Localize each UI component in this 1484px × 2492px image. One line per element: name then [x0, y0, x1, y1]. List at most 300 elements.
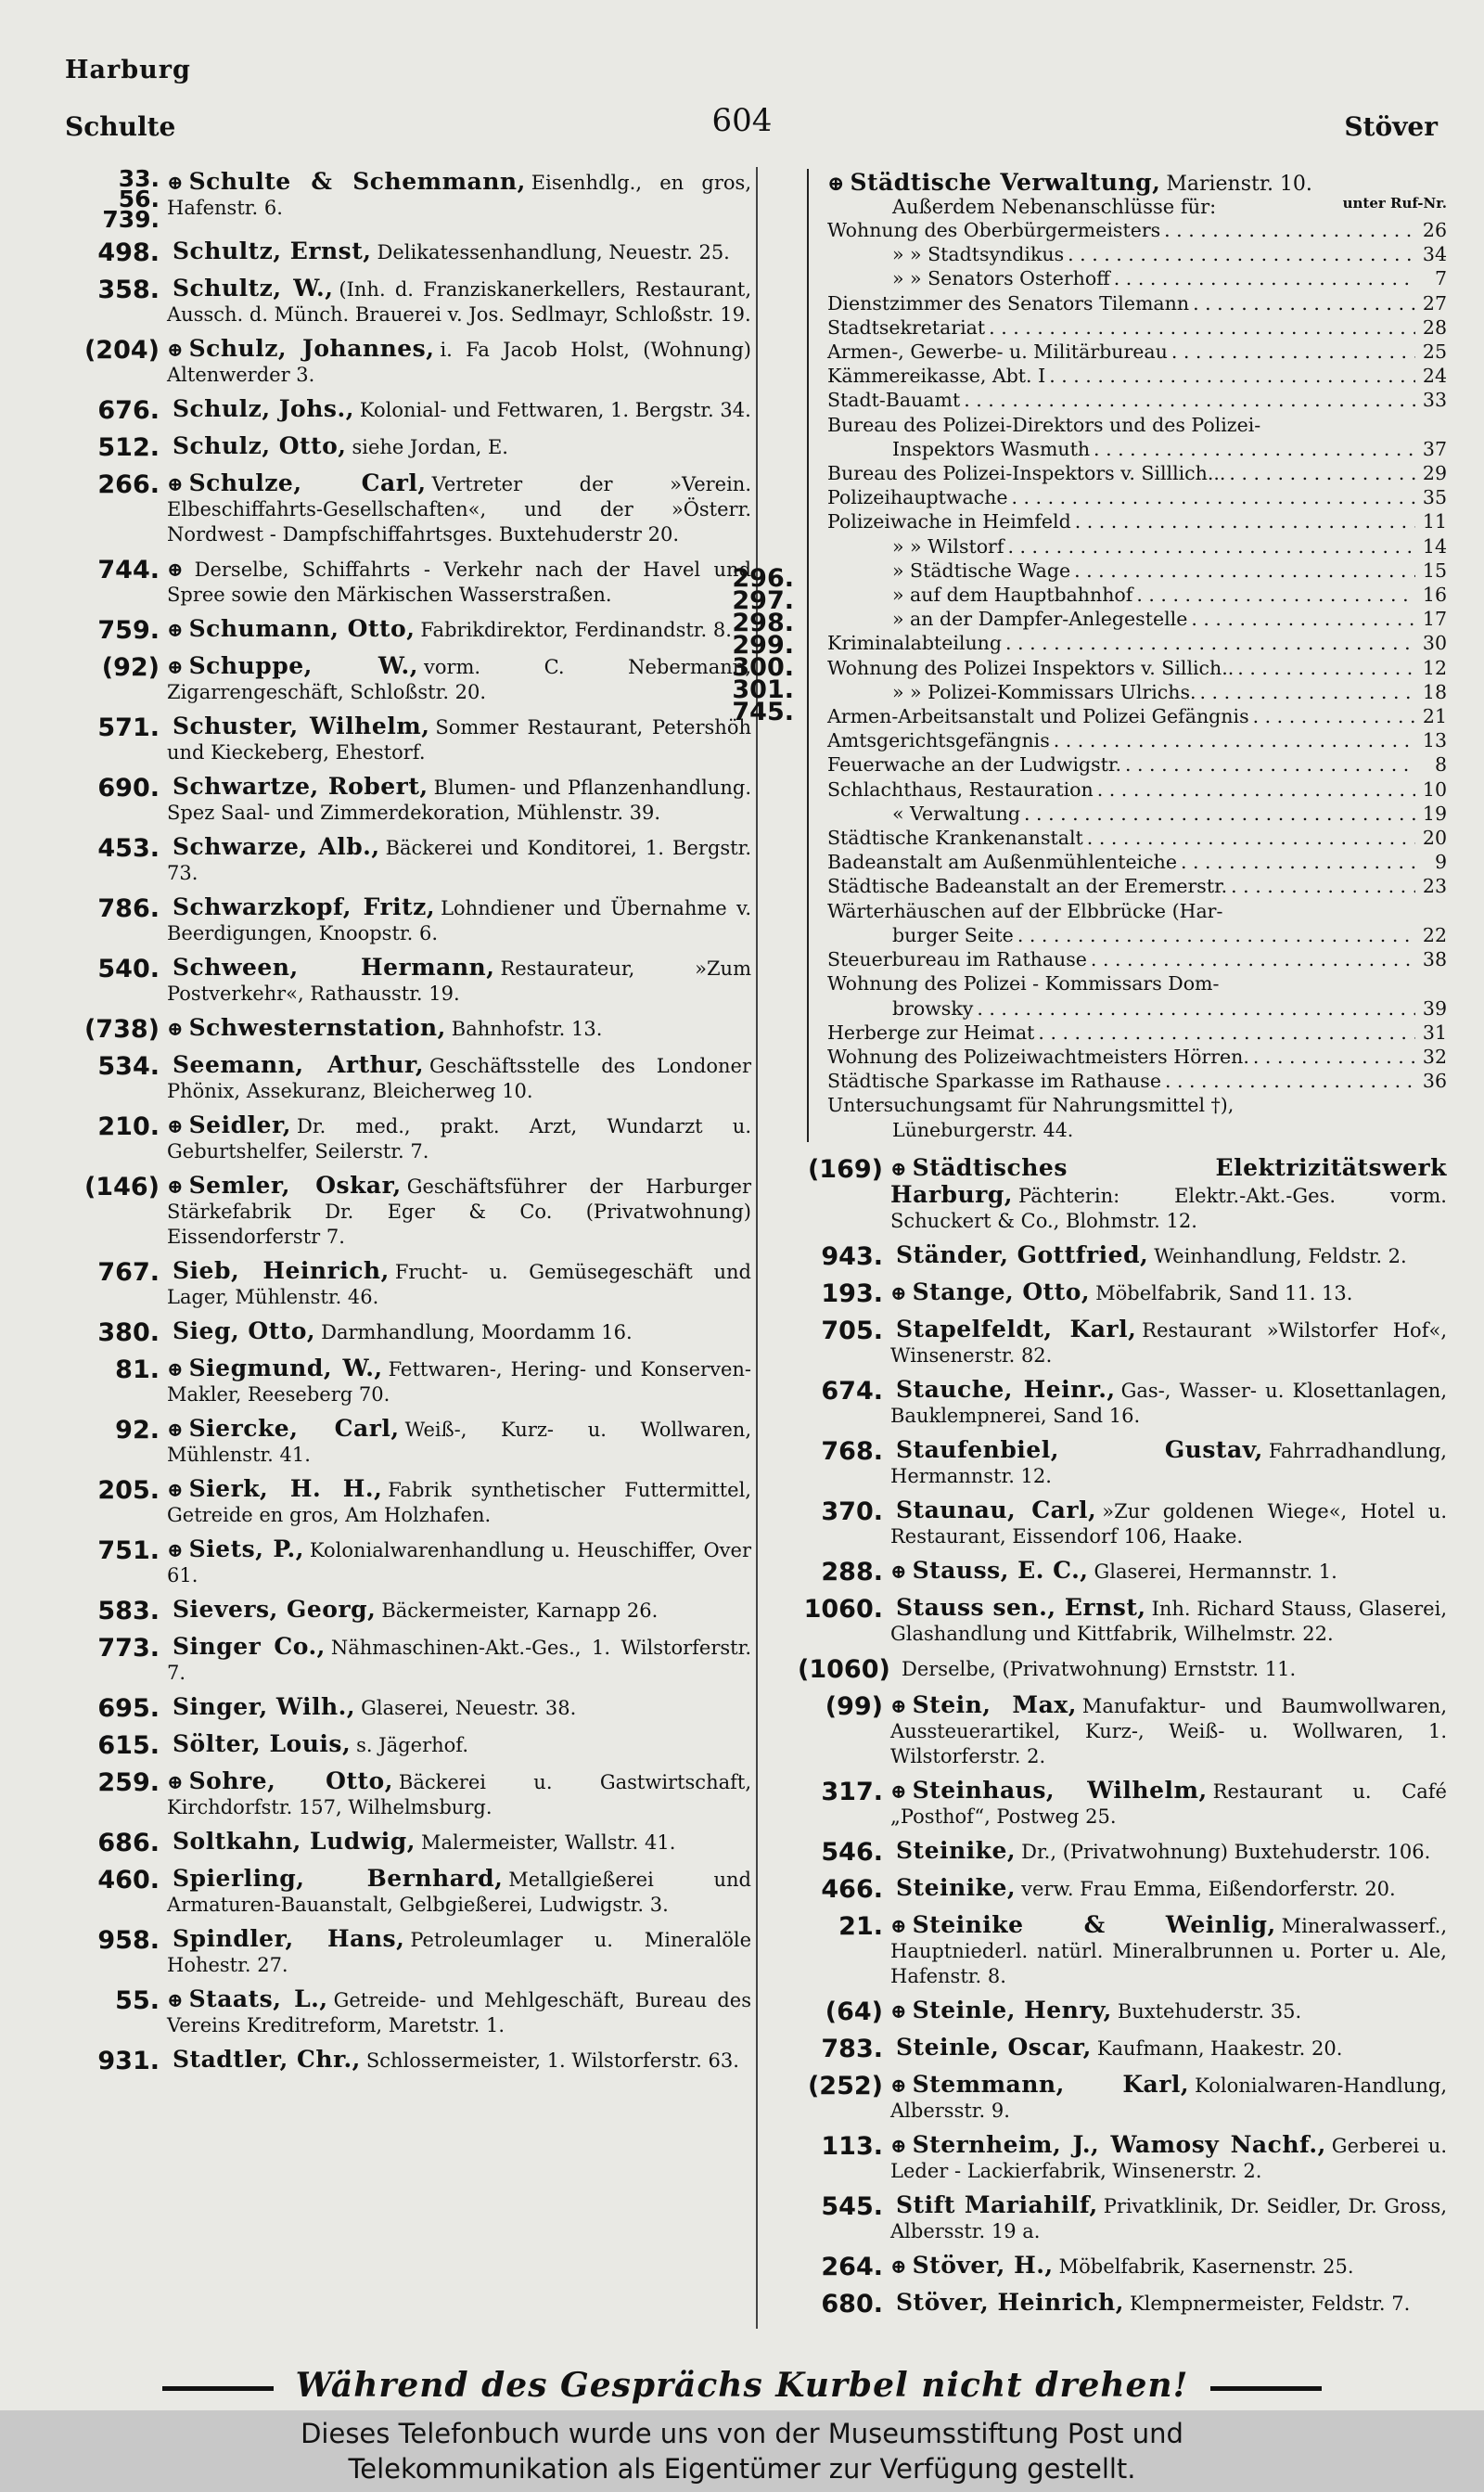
extension-label: » » Senators Osterhoff — [892, 267, 1110, 290]
directory-entry — [798, 2035, 1447, 2063]
directory-entry — [798, 1692, 1447, 1769]
entry-body — [167, 276, 751, 328]
entry-body — [167, 1112, 751, 1164]
entry-body — [167, 1173, 751, 1250]
extension-number: 33 — [1422, 389, 1447, 412]
subscriber-name: Stein, Max, — [912, 1690, 1077, 1718]
subscriber-name: Steinle, Henry, — [912, 1996, 1112, 2023]
entry-body — [167, 894, 751, 946]
stadt-side-numbers: 296. 297. 298. 299. 300. 301. 745. — [732, 564, 794, 726]
phone-number: 512. — [97, 433, 160, 462]
extension-line — [827, 777, 1447, 802]
entry-details: Inh. Richard Stauss, Glaserei, Glashandlung und Kittfabrik, Wilhelmstr. 22. — [890, 1597, 1447, 1645]
subscriber-name: Spindler, Hans, — [173, 1925, 405, 1952]
extension-label: Amtsgerichtsgefängnis — [827, 729, 1050, 752]
stadt-address: Marienstr. 10. — [1166, 173, 1312, 196]
subscriber-name: Stöver, Heinrich, — [896, 2288, 1124, 2316]
extension-label: Badeanstalt am Außenmühlenteiche — [827, 851, 1177, 874]
entry-body — [890, 1279, 1447, 1306]
extension-line — [827, 947, 1447, 971]
entry-body — [890, 1912, 1447, 1989]
entry-body — [167, 834, 751, 886]
directory-entry — [74, 276, 751, 328]
extension-line — [827, 874, 1447, 898]
entry-body — [890, 1997, 1447, 2024]
entry-details: Lohndiener und Übernahme v. Beerdigungen, Knoopstr. 6. — [167, 897, 751, 944]
telephone-mark-icon: ⊕ — [167, 338, 184, 361]
leader-dots — [1007, 534, 1415, 559]
phone-number: 768. — [821, 1436, 883, 1466]
stadt-name: Städtische Verwaltung, — [850, 169, 1161, 196]
extension-line — [827, 266, 1447, 290]
entry-body — [890, 1692, 1447, 1769]
extension-label: browsky — [892, 996, 974, 1020]
extension-number: 24 — [1422, 365, 1447, 388]
leader-dots — [1011, 485, 1415, 509]
subscriber-name: Schulz, Johs., — [173, 395, 354, 422]
extension-line — [827, 461, 1447, 485]
subscriber-name: Sieb, Heinrich, — [173, 1257, 390, 1284]
telephone-mark-icon: ⊕ — [890, 1559, 907, 1583]
stadt-sub-label: Außerdem Nebenanschlüsse für: — [892, 196, 1217, 218]
extension-label: Polizeiwache in Heimfeld — [827, 510, 1071, 533]
phone-number: 498. — [97, 238, 160, 267]
entry-body — [167, 1768, 751, 1820]
entry-body — [890, 2035, 1447, 2062]
entry-details: Fabrik synthetischer Futtermittel, Getreide en gros, Am Holzhafen. — [167, 1479, 751, 1526]
entry-details: Dr., (Privatwohnung) Buxtehuderstr. 106. — [1021, 1840, 1431, 1863]
extension-label: Wärterhäuschen auf der Elbbrücke (Har- — [827, 899, 1223, 922]
subscriber-name: Stauss, E. C., — [912, 1556, 1089, 1584]
phone-number: 546. — [821, 1837, 883, 1867]
directory-entry — [74, 1536, 751, 1588]
extension-label: Kämmereikasse, Abt. I — [827, 365, 1046, 388]
subscriber-name: Stauche, Heinr., — [896, 1375, 1116, 1403]
telephone-mark-icon: ⊕ — [890, 1156, 907, 1180]
extension-line — [827, 364, 1447, 388]
extension-line — [827, 218, 1447, 242]
extension-label: » » Polizei-Kommissars Ulrichs. — [892, 680, 1196, 703]
entry-details: Geschäftsführer der Harburger Stärkefabrik Dr. Eger & Co. (Privatwohnung) Eissendorferstr 7. — [167, 1175, 751, 1248]
extension-number: 18 — [1422, 680, 1447, 703]
extension-number: 25 — [1422, 340, 1447, 364]
extension-label: Wohnung des Polizei - Kommissars Dom- — [827, 972, 1220, 996]
leader-dots — [1231, 874, 1415, 898]
directory-entry — [74, 2047, 751, 2075]
entry-details: vorm. C. Nebermann, Zigarrengeschäft, Schloßstr. 20. — [167, 656, 751, 703]
extension-line — [827, 509, 1447, 533]
telephone-mark-icon: ⊕ — [890, 2254, 907, 2278]
extension-line — [827, 559, 1447, 583]
notice-line-2: Telekommunikation als Eigentümer zur Verfügung gestellt. — [348, 2453, 1136, 2485]
entry-details: Fahrradhandlung, Hermannstr. 12. — [890, 1439, 1447, 1487]
subscriber-name: Singer, Wilh., — [173, 1693, 356, 1720]
extension-number: 19 — [1422, 802, 1447, 825]
entry-body — [167, 169, 751, 221]
extension-label: « Verwaltung — [892, 802, 1021, 825]
directory-entry — [798, 2072, 1447, 2124]
subscriber-name: Sohre, Otto, — [188, 1767, 393, 1794]
subscriber-name: Siercke, Carl, — [188, 1415, 400, 1442]
directory-entry — [74, 894, 751, 946]
leader-dots — [1171, 340, 1415, 364]
extension-line — [827, 1069, 1447, 1093]
directory-entry — [798, 2132, 1447, 2184]
phone-number: 705. — [821, 1316, 883, 1345]
entry-body — [890, 1875, 1447, 1902]
extension-number: 32 — [1422, 1045, 1447, 1068]
subscriber-name: Sievers, Georg, — [173, 1596, 377, 1623]
phone-number: (64) — [825, 1997, 883, 2026]
directory-entry — [798, 1279, 1447, 1308]
entry-details: Bahnhofstr. 13. — [451, 1018, 603, 1040]
subscriber-name: Semler, Oskar, — [188, 1172, 402, 1199]
phone-number: (204) — [83, 336, 160, 365]
leader-dots — [1097, 777, 1415, 802]
phone-number: 193. — [821, 1278, 883, 1308]
directory-entry — [798, 1377, 1447, 1429]
entry-details: Schlossermeister, 1. Wilstorferstr. 63. — [365, 2049, 739, 2072]
extension-label: Polizeihauptwache — [827, 486, 1008, 509]
phone-number: 33. 56. 739. — [102, 165, 160, 233]
phone-number: (146) — [83, 1173, 160, 1201]
phone-number: 205. — [97, 1476, 160, 1505]
directory-entry — [798, 1595, 1447, 1647]
phone-number: 317. — [821, 1777, 883, 1806]
directory-entry — [74, 616, 751, 645]
directory-entry — [74, 774, 751, 826]
telephone-mark-icon: ⊕ — [167, 1988, 184, 2011]
entry-body — [890, 1497, 1447, 1549]
phone-number: (169) — [807, 1154, 883, 1184]
directory-entry — [798, 1655, 1447, 1684]
entry-details: »Zur goldenen Wiege«, Hotel u. Restaurant, Eissendorf 106, Haake. — [890, 1499, 1448, 1548]
entry-details: Nähmaschinen-Akt.-Ges., 1. Wilstorferstr. 7. — [167, 1637, 751, 1684]
subscriber-name: Stapelfeldt, Karl, — [896, 1315, 1137, 1342]
telephone-mark-icon: ⊕ — [890, 2073, 907, 2097]
directory-entry — [74, 1694, 751, 1723]
extension-line — [827, 583, 1447, 607]
extension-line — [827, 802, 1447, 826]
extension-line — [827, 291, 1447, 315]
telephone-mark-icon: ⊕ — [827, 172, 845, 196]
phone-number: 92. — [115, 1416, 160, 1445]
entry-body — [167, 1731, 751, 1758]
directory-entry — [74, 955, 751, 1007]
extension-number: 31 — [1422, 1021, 1447, 1044]
entry-body — [167, 1597, 751, 1624]
entry-details: Dr. med., prakt. Arzt, Wundarzt u. Geburtshelfer, Seilerstr. 7. — [167, 1115, 751, 1163]
extension-number: 21 — [1422, 705, 1447, 728]
telephone-mark-icon: ⊕ — [890, 1693, 907, 1717]
extension-number: 22 — [1422, 923, 1447, 946]
extension-label: Feuerwache an der Ludwigstr. — [827, 753, 1121, 777]
directory-entry — [74, 1015, 751, 1044]
leader-dots — [1038, 1021, 1415, 1045]
entry-details: Derselbe, (Privatwohnung) Ernststr. 11. — [902, 1657, 1297, 1680]
entry-body — [167, 1536, 751, 1588]
leader-dots — [1017, 923, 1415, 947]
subscriber-name: Schwarzkopf, Fritz, — [173, 893, 436, 920]
phone-number: 751. — [97, 1536, 160, 1565]
leader-dots — [1068, 242, 1415, 266]
phone-number: 931. — [97, 2047, 160, 2075]
entry-body — [167, 433, 751, 460]
leader-dots — [1075, 509, 1415, 533]
subscriber-name: Seidler, — [188, 1111, 292, 1138]
extension-number: 23 — [1422, 875, 1447, 898]
entry-body — [167, 1355, 751, 1407]
subscriber-name: Steinike & Weinlig, — [912, 1910, 1276, 1938]
entry-body — [167, 2047, 751, 2074]
entry-details: Sommer Restaurant, Petershöh und Kieckeberg, Ehestorf. — [167, 716, 751, 764]
subscriber-name: Steinike, — [896, 1836, 1017, 1864]
extension-number: 10 — [1422, 777, 1447, 801]
entry-details: Glaserei, Hermannstr. 1. — [1094, 1560, 1337, 1583]
phone-number: 358. — [97, 276, 160, 304]
phone-number: 686. — [97, 1829, 160, 1857]
extension-label: Stadt-Bauamt — [827, 389, 961, 412]
directory-entry — [798, 1437, 1447, 1489]
extension-number: 39 — [1422, 996, 1447, 1020]
leader-dots — [1237, 656, 1415, 680]
leader-dots — [1091, 947, 1415, 971]
extension-label: burger Seite — [892, 923, 1014, 946]
extension-label: Bureau des Polizei-Direktors und des Polizei- — [827, 413, 1261, 436]
subscriber-name: Schwesternstation, — [188, 1014, 446, 1041]
phone-number: 259. — [97, 1768, 160, 1797]
telephone-mark-icon: ⊕ — [890, 1779, 907, 1803]
directory-entry — [74, 1866, 751, 1918]
entry-details: Bäckerei u. Gastwirtschaft, Kirchdorfstr. 157, Wilhelmsburg. — [167, 1771, 751, 1818]
left-column — [74, 165, 752, 2084]
extension-line — [827, 656, 1447, 680]
entry-body — [167, 556, 751, 608]
directory-entry — [74, 1829, 751, 1857]
entry-details: Kolonialwarenhandlung u. Heuschiffer, Over 61. — [167, 1539, 751, 1586]
directory-entry — [798, 1875, 1447, 1904]
entry-details: Pächterin: Elektr.-Akt.-Ges. vorm. Schuckert & Co., Blohmstr. 12. — [890, 1184, 1447, 1232]
directory-entry — [798, 1558, 1447, 1586]
phone-number: 615. — [97, 1731, 160, 1760]
header-city: Harburg — [65, 56, 191, 84]
extension-line — [827, 413, 1447, 437]
extension-line — [827, 971, 1447, 996]
extension-number: 30 — [1422, 632, 1447, 655]
stadt-extension-list — [827, 218, 1447, 1142]
entry-body — [167, 1634, 751, 1686]
telephone-mark-icon: ⊕ — [890, 2133, 907, 2157]
page-number: 604 — [711, 102, 773, 139]
phone-number: 113. — [821, 2131, 883, 2161]
leader-dots — [1125, 752, 1415, 777]
subscriber-name: Stauss sen., Ernst, — [896, 1593, 1146, 1621]
museum-notice — [0, 2410, 1484, 2492]
entry-details: Bäckermeister, Karnapp 26. — [381, 1599, 659, 1622]
subscriber-name: Schulze, Carl, — [188, 469, 427, 496]
leader-dots — [1087, 826, 1415, 850]
extension-line — [827, 728, 1447, 752]
entry-body — [890, 1778, 1447, 1830]
extension-line — [827, 607, 1447, 631]
leader-dots — [1191, 607, 1415, 631]
leader-dots — [1200, 680, 1416, 704]
right-column — [732, 169, 1448, 2327]
entry-details: Vertreter der »Verein. Elbeschiffahrts-Gesellschaften«, und der »Österr. Nordwest - Dampfschiffahrtsges. Buxtehuderstr 20. — [167, 473, 752, 546]
entry-details: Privatklinik, Dr. Seidler, Dr. Gross, Albersstr. 19 a. — [890, 2194, 1447, 2242]
phone-number: 266. — [97, 470, 160, 499]
extension-line — [827, 315, 1447, 340]
entry-details: Kolonialwaren-Handlung, Albersstr. 9. — [890, 2074, 1447, 2122]
phone-number: 773. — [97, 1634, 160, 1663]
directory-entry — [74, 1731, 751, 1760]
subscriber-name: Schuster, Wilhelm, — [173, 713, 430, 739]
entry-body — [890, 1838, 1447, 1865]
entry-details: Darmhandlung, Moordamm 16. — [321, 1321, 633, 1343]
phone-number: (92) — [101, 653, 160, 682]
extension-line — [827, 631, 1447, 655]
extension-line — [827, 996, 1447, 1021]
extension-line — [827, 752, 1447, 777]
extension-label: Wohnung des Oberbürgermeisters — [827, 219, 1161, 241]
extension-number: 16 — [1422, 584, 1447, 607]
entry-body — [167, 1694, 751, 1721]
extension-number: 27 — [1422, 291, 1447, 315]
telephone-mark-icon: ⊕ — [167, 618, 184, 641]
extension-line — [827, 437, 1447, 461]
leader-dots — [1049, 364, 1415, 388]
extension-line — [827, 1021, 1447, 1045]
entry-details: Petroleumlager u. Mineralöle Hohestr. 27. — [167, 1929, 752, 1976]
subscriber-name: Stadtler, Chr., — [173, 2046, 361, 2073]
extension-number: 26 — [1422, 219, 1447, 241]
directory-entry — [798, 2290, 1447, 2319]
directory-entry — [798, 2192, 1447, 2244]
telephone-mark-icon: ⊕ — [167, 1418, 184, 1441]
entry-details: Blumen- und Pflanzenhandlung. Spez Saal- und Zimmerdekoration, Mühlenstr. 39. — [167, 777, 752, 824]
entry-details: Weiß-, Kurz- u. Wollwaren, Mühlenstr. 41. — [167, 1419, 751, 1466]
directory-entry — [74, 1355, 751, 1407]
extension-label: Inspektors Wasmuth — [892, 437, 1091, 460]
phone-number: (252) — [807, 2071, 883, 2100]
extension-label: Stadtsekretariat — [827, 315, 986, 339]
directory-entry — [74, 713, 751, 765]
extension-line — [827, 1093, 1447, 1117]
subscriber-name: Sternheim, J., Wamosy Nachf., — [912, 2130, 1326, 2158]
entry-details: Glaserei, Neuestr. 38. — [361, 1697, 577, 1719]
directory-entry — [74, 238, 751, 267]
extension-line — [827, 826, 1447, 850]
directory-entry — [74, 1318, 751, 1347]
entry-body — [890, 1595, 1447, 1647]
subscriber-name: Schulz, Johannes, — [188, 335, 435, 362]
phone-number: 1060. — [803, 1594, 883, 1624]
extension-line — [827, 899, 1447, 923]
subscriber-name: Steinle, Oscar, — [896, 2033, 1092, 2061]
entry-details: (Inh. d. Franziskanerkellers, Restaurant, Aussch. d. Münch. Brauerei v. Jos. Sedlmayr, Schloßstr. 19. — [167, 278, 751, 326]
telephone-mark-icon: ⊕ — [167, 655, 184, 678]
subscriber-name: Staufenbiel, Gustav, — [896, 1435, 1263, 1463]
telephone-mark-icon: ⊕ — [167, 1175, 184, 1198]
entry-body — [167, 1416, 751, 1468]
entry-body — [167, 653, 751, 705]
directory-entry — [74, 1173, 751, 1250]
subscriber-name: Soltkahn, Ludwig, — [173, 1828, 416, 1855]
subscriber-name: Stange, Otto, — [912, 1278, 1091, 1305]
subscriber-name: Sieg, Otto, — [173, 1317, 316, 1344]
entry-body — [167, 1052, 751, 1104]
phone-number: 767. — [97, 1258, 160, 1287]
extension-label: » » Wilstorf — [892, 534, 1004, 558]
extension-label: Herberge zur Heimat — [827, 1021, 1035, 1044]
phone-number: 460. — [97, 1866, 160, 1895]
entry-body — [890, 1558, 1447, 1585]
phone-number: 545. — [821, 2191, 883, 2221]
subscriber-name: Schween, Hermann, — [173, 954, 495, 981]
extension-number: 20 — [1422, 827, 1447, 850]
leader-dots — [989, 315, 1415, 340]
entry-details: Weinhandlung, Feldstr. 2. — [1154, 1244, 1407, 1267]
entry-body — [890, 1437, 1447, 1489]
entry-body — [890, 1377, 1447, 1429]
extension-number: 28 — [1422, 315, 1447, 339]
directory-entry — [798, 1838, 1447, 1867]
entry-body — [890, 2253, 1447, 2280]
extension-number: 14 — [1422, 534, 1447, 558]
extension-number: 36 — [1422, 1070, 1447, 1093]
entry-details: Delikatessenhandlung, Neuestr. 25. — [377, 241, 730, 263]
directory-entry — [74, 1986, 751, 2038]
entry-details: Restaurateur, »Zum Postverkehr«, Rathausstr. 19. — [167, 957, 751, 1005]
phone-number: 571. — [97, 713, 160, 742]
subscriber-name: Staunau, Carl, — [896, 1496, 1097, 1523]
telephone-mark-icon: ⊕ — [890, 1998, 907, 2023]
entry-body — [167, 1318, 751, 1345]
entry-details: Metallgießerei und Armaturen-Bauanstalt, Gelbgießerei, Ludwigstr. 3. — [167, 1869, 751, 1916]
entry-details: Klempnermeister, Feldstr. 7. — [1129, 2292, 1411, 2315]
entry-body — [167, 713, 751, 765]
entry-details: s. Jägerhof. — [356, 1734, 468, 1756]
subscriber-name: Staats, L., — [188, 1985, 328, 2012]
extension-number: 8 — [1434, 753, 1447, 777]
entry-details: Restaurant »Wilstorfer Hof«, Winsenerstr. 82. — [890, 1318, 1447, 1367]
entry-body — [167, 1829, 751, 1856]
stadt-subheading — [827, 196, 1447, 218]
leader-dots — [977, 996, 1415, 1021]
header-last-entry: Stöver — [1344, 111, 1438, 142]
subscriber-name: Schumann, Otto, — [188, 615, 416, 642]
entry-details: i. Fa Jacob Holst, (Wohnung) Altenwerder 3. — [167, 339, 751, 386]
extension-line — [827, 485, 1447, 509]
subscriber-name: Schuppe, W., — [188, 652, 418, 679]
entry-details: Möbelfabrik, Sand 11. 13. — [1095, 1281, 1353, 1304]
entry-details: Getreide- und Mehlgeschäft, Bureau des Vereins Kreditreform, Maretstr. 1. — [167, 1989, 751, 2036]
directory-entry — [74, 1258, 751, 1310]
leader-dots — [1165, 1069, 1415, 1093]
subscriber-name: Schulz, Otto, — [173, 432, 347, 459]
directory-entry — [74, 653, 751, 705]
phone-number: 958. — [97, 1926, 160, 1955]
extension-label: Armen-Arbeitsanstalt und Polizei Gefängnis — [827, 705, 1249, 728]
extension-label: Untersuchungsamt für Nahrungsmittel †), — [827, 1094, 1235, 1117]
directory-entry — [798, 1778, 1447, 1830]
directory-entry — [74, 433, 751, 462]
phone-number: 453. — [97, 834, 160, 863]
entry-body — [167, 774, 751, 826]
extension-number: 35 — [1422, 486, 1447, 509]
extension-label: Wohnung des Polizei Inspektors v. Sillich.. — [827, 656, 1235, 679]
leader-dots — [964, 388, 1415, 412]
